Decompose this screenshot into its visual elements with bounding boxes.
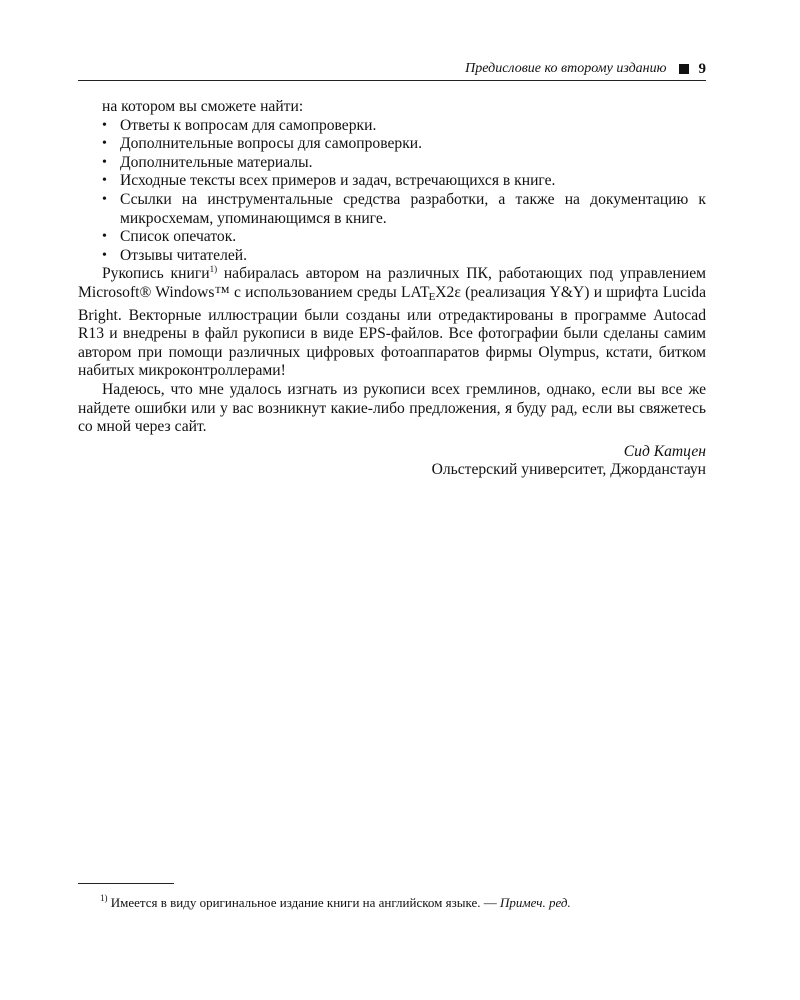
square-marker-icon xyxy=(679,64,689,74)
bullet-icon: • xyxy=(102,117,107,133)
bullet-icon: • xyxy=(102,154,107,170)
list-item-text: Ссылки на инструментальные средства разработки, а также на документацию к микросхемам, упоминающимся в книге. xyxy=(120,190,706,227)
list-item xyxy=(78,191,706,228)
list-item-text: Дополнительные материалы. xyxy=(120,153,313,171)
footnote-reference: 1) xyxy=(209,264,218,275)
list-item-text: Список опечаток. xyxy=(120,228,237,246)
list-item-text: Дополнительные вопросы для самопроверки. xyxy=(120,135,423,153)
list-item-text: Ответы к вопросам для самопроверки. xyxy=(120,116,377,134)
list-item xyxy=(78,247,706,266)
running-header xyxy=(78,58,706,81)
list-item-text: Исходные тексты всех примеров и задач, встречающихся в книге. xyxy=(120,172,556,190)
resource-list xyxy=(78,117,706,266)
page-number: 9 xyxy=(698,60,706,77)
list-item xyxy=(78,135,706,154)
footnote-editor-note: Примеч. ред. xyxy=(499,895,571,910)
bullet-icon: • xyxy=(102,191,107,207)
intro-line: на котором вы сможете найти: xyxy=(102,98,304,115)
bullet-icon: • xyxy=(102,229,107,245)
bullet-icon: • xyxy=(102,173,107,189)
author-name: Сид Катцен xyxy=(623,442,706,460)
footnote-text: Имеется в виду оригинальное издание книги на английском языке. — xyxy=(107,895,500,910)
bullet-icon: • xyxy=(102,247,107,263)
latex-logo: LATEX2ε xyxy=(400,283,461,303)
footnote-rule xyxy=(78,883,174,884)
footnote-mark: 1) xyxy=(100,893,108,903)
list-item xyxy=(78,228,706,247)
signature-block xyxy=(78,443,706,480)
bullet-icon: • xyxy=(102,136,107,152)
paragraph-manuscript-rest: (реализация Y&Y) и шрифта Lucida Bright. Векторные иллюстрации были созданы или отредактированы в программе Autocad R13 и внедрены в файл рукописи в виде EPS-файлов. Все фотографии были сделаны самим автором при помощи различных цифровых фотоаппаратов фирмы Olympus, кстати, битком набитых микроконтроллерами! xyxy=(78,283,706,380)
list-item-text: Отзывы читателей. xyxy=(120,246,248,264)
list-item xyxy=(78,172,706,191)
paragraph-gremlins: Надеюсь, что мне удалось изгнать из рукописи всех гремлинов, однако, если вы все же найдете ошибки или у вас возникнут какие-либо предложения, я буду рад, если вы свяжетесь со мной через сайт. xyxy=(78,380,706,436)
paragraph-manuscript-start: Рукопись книги xyxy=(102,265,210,283)
running-header-title: Предисловие ко второму изданию xyxy=(465,61,667,76)
list-item xyxy=(78,117,706,136)
footnote xyxy=(100,895,706,911)
list-item xyxy=(78,154,706,173)
paragraph-manuscript-text: набиралась автором на различных ПК, работающих под управлением Microsoft® Windows™ с использованием среды xyxy=(78,265,706,301)
paragraph-manuscript xyxy=(78,265,706,381)
body-text xyxy=(78,98,706,480)
author-affiliation: Ольстерский университет, Джорданстаун xyxy=(431,461,706,479)
